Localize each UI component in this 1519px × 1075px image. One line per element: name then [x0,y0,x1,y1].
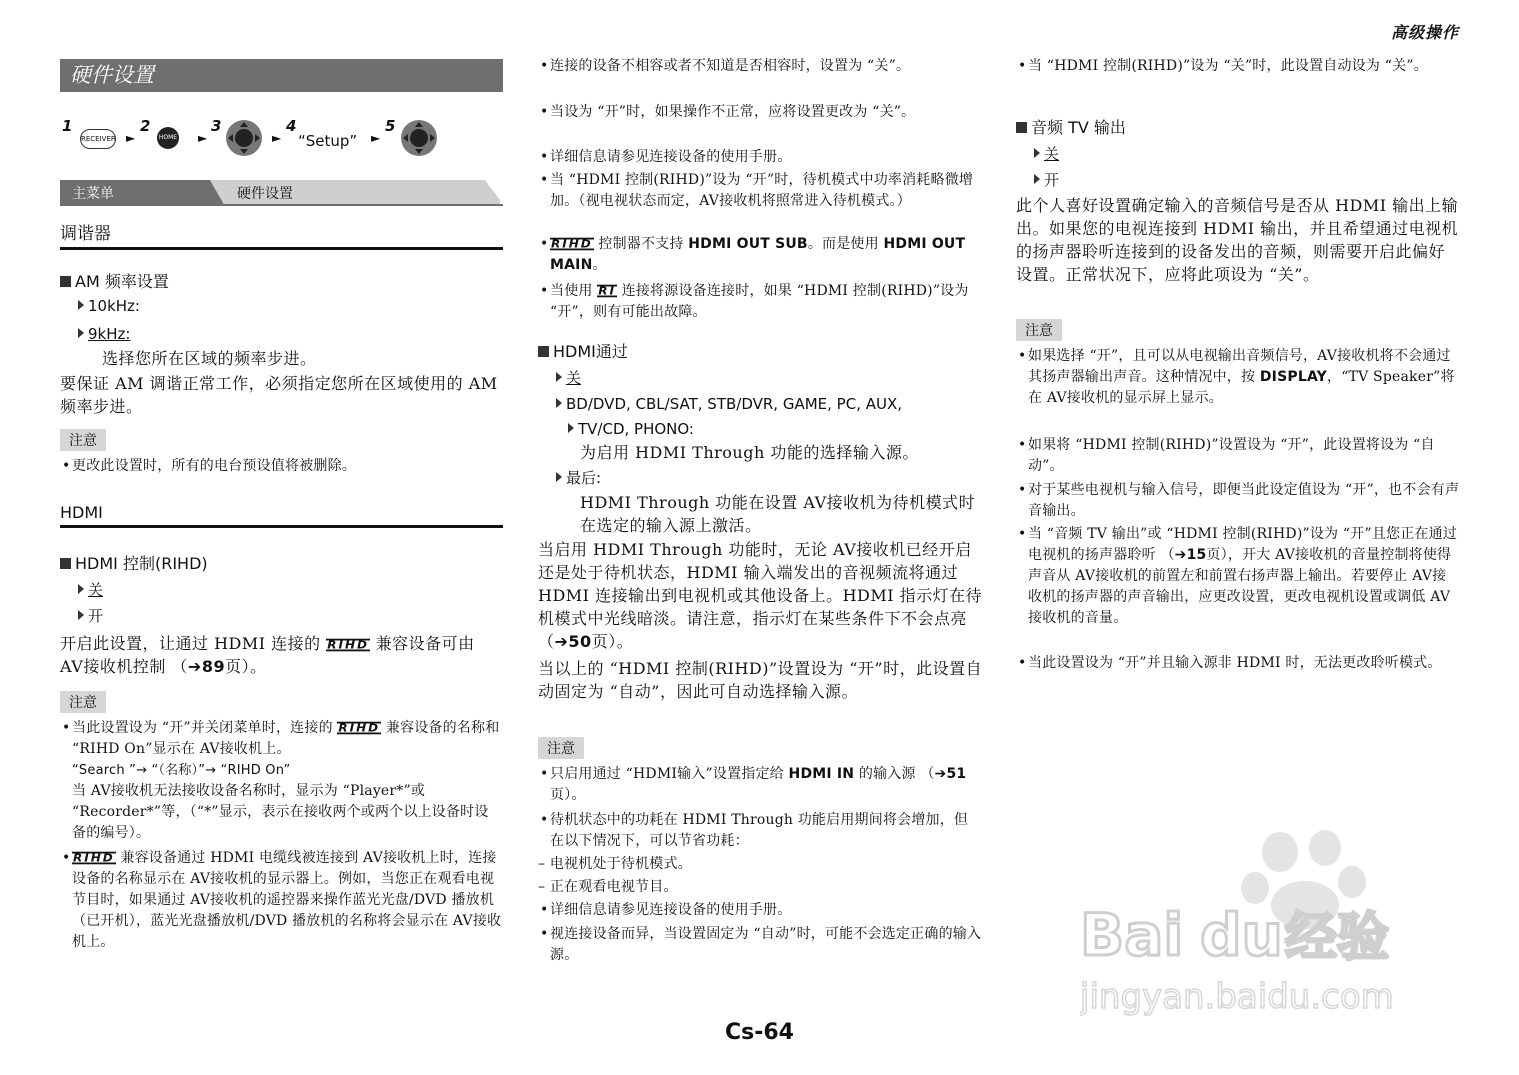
bullet: • 当设为 “开”时，如果操作不正常，应将设置更改为 “关”。 [540,104,916,120]
watermark-jingyan: 经验 [1285,908,1390,968]
watermark-brand: Bai [1080,901,1184,969]
menu-breadcrumb [60,180,503,206]
audio-tv-out-body: 此个人喜好设置确定输入的音频信号是否从 HDMI 输出上输出。如果您的电视连接到 HDMI 输出，并且希望通过电视机的扬声器聆听连接到的设备发出的音频，则需要开启此偏好设置。正常状况下，应将此项设为 “关”。 [1016,196,1459,284]
step-number: 1 [62,117,73,135]
note-label: 注意 [60,429,106,451]
hdmi-through-body-2: 当以上的 “HDMI 控制(RIHD)”设置设为 “开”时，此设置自动固定为 “自动”，因此可自动选择输入源。 [538,659,983,701]
am-body-text: 要保证 AM 调谐正常工作，必须指定您所在区域使用的 AM 频率步进。 [60,374,498,416]
option-inputs: BD/DVD, CBL/SAT, STB/DVR, GAME, PC, AUX, [556,395,902,413]
ri-logo: RI [598,284,616,298]
watermark-url: jingyan.baidu.com [1080,977,1394,1017]
note-bullet: • RIHD 兼容设备通过 HDMI 电缆线被连接到 AV接收机上时，连接设备的名称显示在 AV接收机的显示器上。例如，当您正在观看电视节目时，如果通过 AV接收机的遥控器来操作蓝光光盘/DVD 播放机 （已开机），蓝光光盘播放机/DVD 播放机的名称将会显示在 AV接收机上。 [62,850,502,950]
page-number: Cs-64 [725,1020,794,1045]
option-last: 最后: [556,467,601,488]
dpad-icon [225,119,263,157]
rihd-logo: RIHD [338,721,381,735]
arrow-right-icon: ► [198,131,208,145]
receiver-button: RECEIVER [80,129,116,149]
step-number: 2 [140,117,151,135]
note-bullet: • 当此设置设为 “开”并且输入源非 HDMI 时，无法更改聆听模式。 [1018,655,1442,671]
option-off: 关 [556,367,581,388]
watermark-brand-du: du [1200,901,1283,969]
home-button: HOME [157,127,179,149]
option-9khz-desc: 选择您所在区域的频率步进。 [102,349,317,368]
hdmi-through-body: 当启用 HDMI Through 功能时，无论 AV接收机已经开启还是处于待机状态，HDMI 输入端发出的音视频流将通过 HDMI 连接输出到电视机或其他设备上。HDMI 指示灯在待机模式中光线暗淡。请注意，指示灯在某些条件下不会点亮 （➔50页）。 [538,540,983,651]
note-label: 注意 [1016,319,1062,341]
bullet: • 详细信息请参见连接设备的使用手册。 [540,149,792,165]
option-off: 关 [78,579,103,600]
note-bullet: • 如果选择 “开”，且可以从电视输出音频信号，AV接收机将不会通过其扬声器输出声音。这种情况中，按 DISPLAY，“TV Speaker”将在 AV接收机的显示屏上显示。 [1018,348,1455,406]
step-number: 3 [211,117,222,135]
am-frequency-heading: AM 频率设置 [60,269,169,292]
option-on: 开 [1034,169,1059,190]
note-bullet: • 更改此设置时，所有的电台预设值将被删除。 [62,458,356,474]
note-bullet: • 当此设置设为 “开”并关闭菜单时，连接的 RIHD 兼容设备的名称和 “RIHD On”显示在 AV接收机上。 “Search ”→ “（名称）”→ “RIHD On” 当 AV接收机无法接收设备名称时，显示为 “Player*”或 “Recorder*”等，（“*”显示，表示在接收两个或两个以上设备时设备的编号）。 [62,720,500,841]
rihd-logo: RIHD [551,237,593,251]
step-number: 5 [385,117,396,135]
option-inputs-desc: 为启用 HDMI Through 功能的选择输入源。 [580,443,919,462]
option-last-desc: HDMI Through 功能在设置 AV接收机为待机模式时在选定的输入源上激活。 [580,493,976,535]
bullet: • RIHD 控制器不支持 HDMI OUT SUB。而是使用 HDMI OUT MAIN。 [540,236,966,273]
option-10khz: 10kHz: [78,297,140,315]
setup-label: “Setup” [298,132,358,150]
baidu-watermark [1080,830,1420,1030]
menu-sub-label: 硬件设置 [237,186,293,202]
note-label: 注意 [538,737,584,759]
section-tag: 高级操作 [1390,23,1459,42]
option-off: 关 [1034,143,1059,164]
note-label: 注意 [60,691,106,713]
page-title: 硬件设置 [60,59,503,92]
note-bullet: • 当 “音频 TV 输出”或 “HDMI 控制(RIHD)”设为 “开”且您正在通过电视机的扬声器聆听 （➔15页），开大 AV接收机的音量控制将使得声音从 AV接收机的前置左和前置右扬声器上输出。若要停止 AV接收机的扬声器的声音输出，应更改设置，更改电视机设置或调低 AV接收机的音量。 [1018,526,1458,626]
arrow-right-icon: ► [371,131,381,145]
arrow-right-icon: ► [126,131,136,145]
note-dash-item: – 正在观看电视节目。 [538,879,678,895]
note-dash-item: – 电视机处于待机模式。 [538,856,692,872]
bullet: • 连接的设备不相容或者不知道是否相容时，设置为 “关”。 [540,58,911,74]
rihd-logo: RIHD [73,851,115,865]
audio-tv-out-heading: 音频 TV 输出 [1016,115,1126,138]
hdmi-heading: HDMI [60,503,503,528]
baidu-paw-icon [1080,830,1420,1030]
note-bullet: • 视连接设备而异，当设置固定为 “自动”时，可能不会选定正确的输入源。 [540,926,982,963]
note-bullet: • 对于某些电视机与输入信号，即便当此设定值设为 “开”，也不会有声音输出。 [1018,482,1460,519]
hdmi-control-heading: HDMI 控制(RIHD) [60,551,208,574]
note-bullet: • 只启用通过 “HDMI输入”设置指定给 HDMI IN 的输入源 （➔51页）。 [540,766,967,803]
note-bullet: • 如果将 “HDMI 控制(RIHD)”设置设为 “开”，此设置将设为 “自动”。 [1018,437,1435,474]
arrow-right-icon: ► [272,131,282,145]
step-sequence [60,115,503,160]
bullet: • 当 “HDMI 控制(RIHD)”设为 “开”时，待机模式中功率消耗略微增加。（视电视状态而定，AV接收机将照常进入待机模式。） [540,172,974,209]
rihd-logo: RIHD [327,638,369,652]
enter-button-icon [400,119,438,157]
option-inputs-cont: TV/CD, PHONO: [568,420,694,438]
bullet: • 当 “HDMI 控制(RIHD)”设为 “关”时，此设置自动设为 “关”。 [1018,58,1428,74]
menu-main-label: 主菜单 [72,186,114,202]
hdmi-through-heading: HDMI通过 [538,339,628,362]
step-number: 4 [286,117,297,135]
note-bullet: • 待机状态中的功耗在 HDMI Through 功能启用期间将会增加，但在以下情况下，可以节省功耗： [540,812,969,849]
tuner-heading: 调谐器 [60,219,503,250]
hdmi-control-body: 开启此设置，让通过 HDMI 连接的 RIHD 兼容设备可由 AV接收机控制 （➔89页）。 [60,634,475,676]
option-9khz: 9kHz: [78,325,130,343]
bullet: • 当使用 RI 连接将源设备连接时，如果 “HDMI 控制(RIHD)”设为 “开”，则有可能出故障。 [540,283,969,320]
note-bullet: • 详细信息请参见连接设备的使用手册。 [540,902,792,918]
option-on: 开 [78,605,103,626]
